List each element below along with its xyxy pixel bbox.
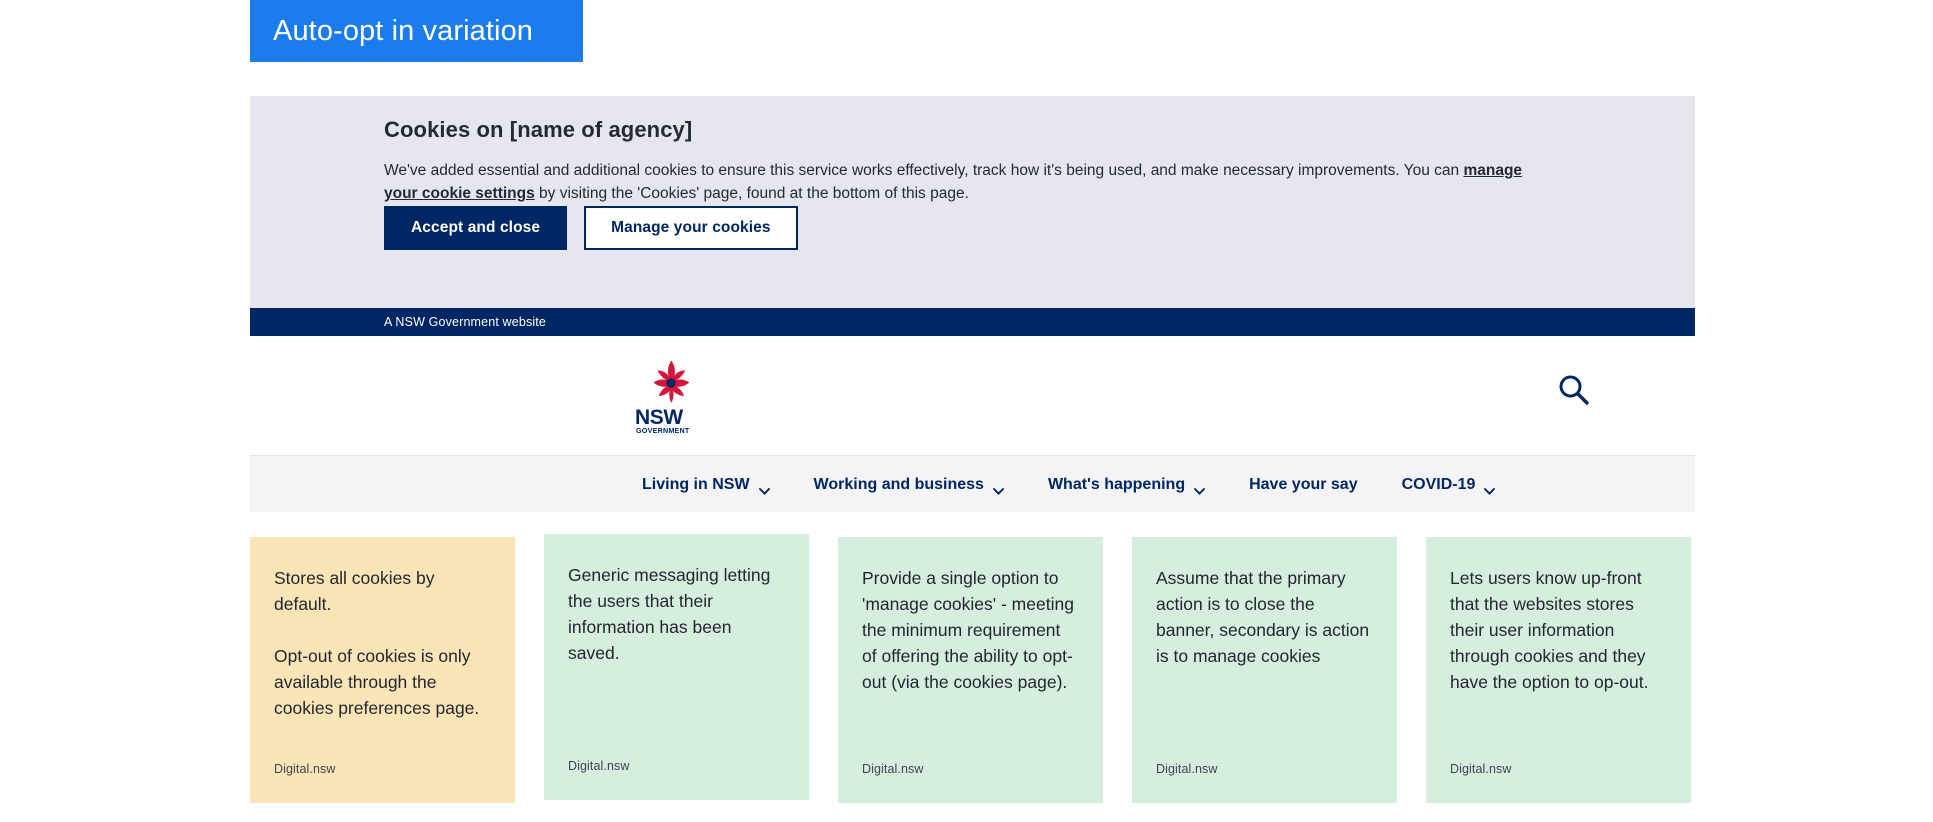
note-text: Generic messaging letting the users that their information has been saved.	[568, 565, 771, 663]
cookie-description-text-1: We've added essential and additional cookies to ensure this service works effectively, track how it's being used, and make necessary improvements. You can	[384, 162, 1464, 179]
nav-item-label: Living in NSW	[642, 475, 750, 493]
note-source: Digital.nsw	[274, 762, 336, 776]
chevron-down-icon	[1194, 482, 1205, 489]
note-source: Digital.nsw	[1450, 762, 1512, 776]
manage-cookie-settings-link[interactable]: manage your cookie settings	[384, 162, 1523, 202]
manage-your-cookies-button[interactable]: Manage your cookies	[584, 206, 798, 250]
cookie-banner-title: Cookies on [name of agency]	[384, 117, 693, 142]
accept-and-close-button[interactable]: Accept and close	[384, 206, 567, 250]
annotation-notes	[250, 537, 1695, 803]
note-text: Stores all cookies by default.	[274, 568, 435, 614]
nav-item-label: COVID-19	[1401, 475, 1476, 493]
nav-item-living-in-nsw[interactable]	[620, 456, 792, 513]
waratah-icon	[635, 359, 707, 407]
logo-subtext: GOVERNMENT	[636, 426, 690, 435]
nav-item-working-and-business[interactable]	[792, 456, 1026, 513]
nav-item-have-your-say[interactable]	[1227, 456, 1380, 513]
logo-wordmark: NSW	[635, 406, 683, 429]
chevron-down-icon	[993, 482, 1004, 489]
nav-item-label: What's happening	[1047, 475, 1186, 493]
chevron-down-icon	[759, 482, 770, 489]
nsw-government-logo[interactable]	[635, 359, 707, 433]
site-header	[250, 336, 1695, 455]
annotation-note	[838, 537, 1103, 803]
note-text: Lets users know up-front that the websites stores their user information through cookies and they have the option to op-out.	[1450, 568, 1649, 692]
nav-item-whats-happening[interactable]	[1026, 456, 1227, 513]
nav-item-label: Have your say	[1249, 475, 1358, 493]
government-website-label: A NSW Government website	[384, 315, 546, 329]
annotation-note	[1132, 537, 1397, 803]
annotation-note	[250, 537, 515, 803]
cookie-banner-content	[384, 96, 1584, 205]
nav-item-label: Working and business	[813, 475, 984, 493]
navigation-items	[620, 456, 1517, 513]
nav-item-covid-19[interactable]	[1380, 456, 1518, 513]
cookie-banner-description	[384, 143, 1544, 205]
note-source: Digital.nsw	[568, 759, 630, 773]
note-text: Assume that the primary action is to close the banner, secondary is action is to manage cookies	[1156, 568, 1370, 666]
note-source: Digital.nsw	[1156, 762, 1218, 776]
note-text: Provide a single option to 'manage cookies' - meeting the minimum requirement of offering the ability to opt-out (via the cookies page).	[862, 568, 1074, 692]
note-source: Digital.nsw	[862, 762, 924, 776]
chevron-down-icon	[1484, 482, 1495, 489]
government-website-bar	[250, 308, 1695, 336]
note-text: Opt-out of cookies is only available through the cookies preferences page.	[274, 646, 480, 718]
main-navigation	[250, 455, 1695, 512]
variation-label: Auto-opt in variation	[250, 0, 583, 62]
annotation-note	[1426, 537, 1691, 803]
cookie-description-text-2: by visiting the 'Cookies' page, found at the bottom of this page.	[534, 185, 969, 202]
cookie-consent-banner	[250, 96, 1695, 308]
search-icon[interactable]	[1556, 372, 1590, 406]
cookie-banner-actions	[384, 206, 798, 250]
annotation-note	[544, 534, 809, 800]
